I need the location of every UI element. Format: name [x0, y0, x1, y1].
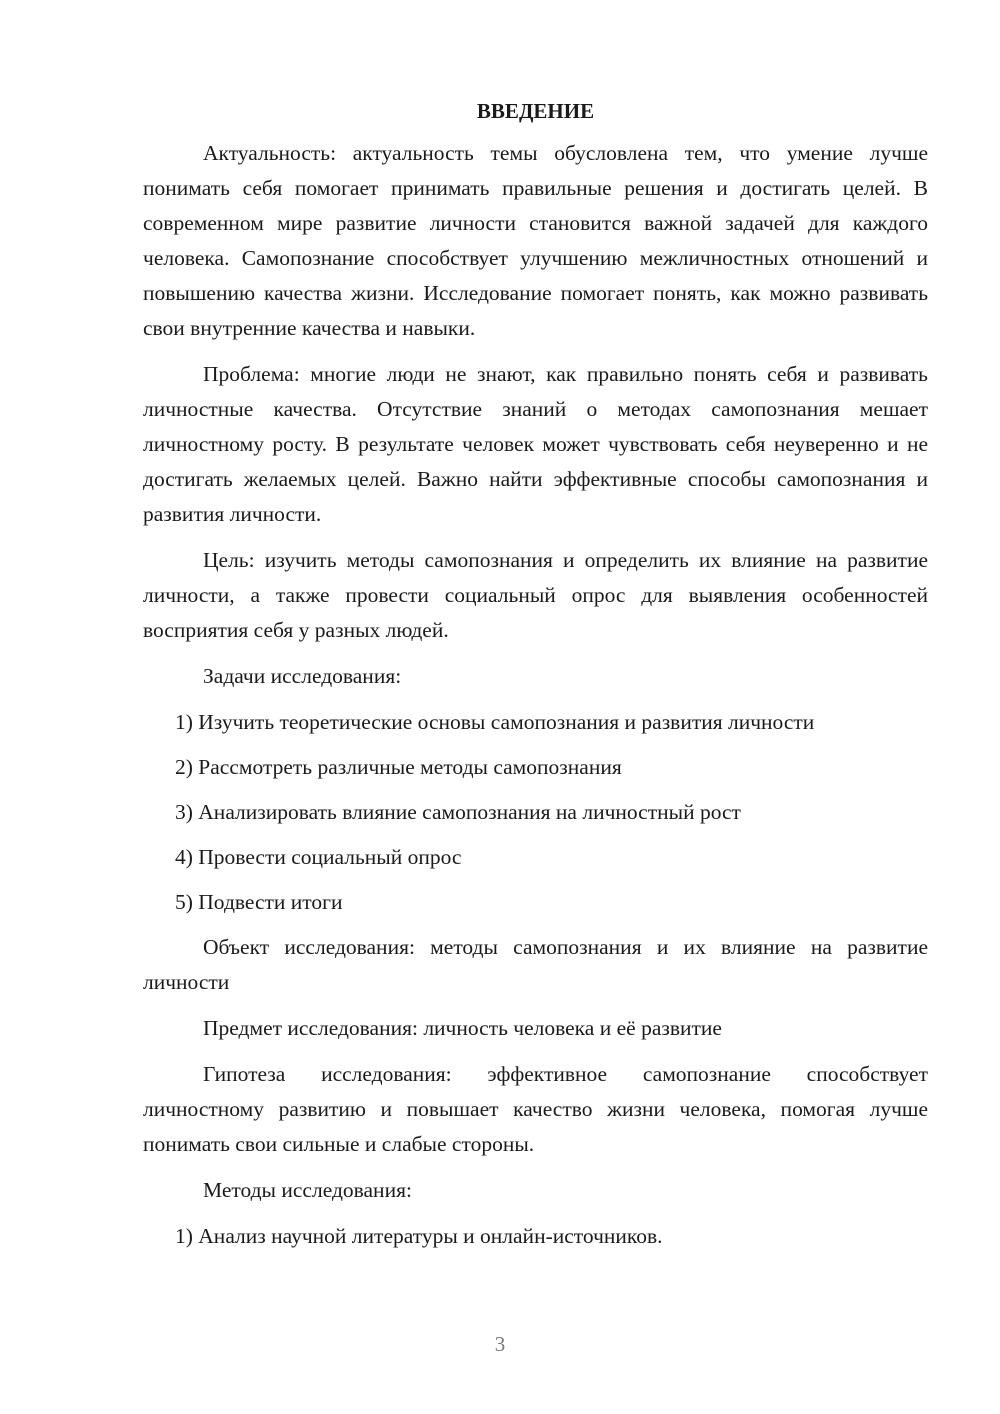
method-item-1: 1) Анализ научной литературы и онлайн-источников.	[175, 1224, 663, 1248]
goal-paragraph: Цель: изучить методы самопознания и определить их влияние на развитие личности, а также провести социальный опрос для выявления особенностей восприятия себя у разных людей.	[143, 548, 928, 642]
task-item-4: 4) Провести социальный опрос	[175, 845, 462, 869]
section-title: ВВЕДЕНИЕ	[476, 99, 595, 123]
subject-paragraph: Предмет исследования: личность человека и её развитие	[203, 1016, 722, 1040]
problem-paragraph: Проблема: многие люди не знают, как правильно понять себя и развивать личностные качества. Отсутствие знаний о методах самопознания мешает личностному росту. В результате человек может чувствовать себя неуверенно и не достигать желаемых целей. Важно найти эффективные способы самопознания и развития личности.	[143, 362, 928, 526]
object-paragraph: Объект исследования: методы самопознания и их влияние на развитие личности	[143, 935, 928, 994]
task-item-1: 1) Изучить теоретические основы самопознания и развития личности	[175, 710, 815, 734]
methods-heading: Методы исследования:	[203, 1178, 412, 1202]
hypothesis-paragraph: Гипотеза исследования: эффективное самопознание способствует личностному развитию и повышает качество жизни человека, помогая лучше понимать свои сильные и слабые стороны.	[143, 1062, 928, 1156]
page-number: 3	[494, 1332, 506, 1356]
task-item-3: 3) Анализировать влияние самопознания на личностный рост	[175, 800, 741, 824]
relevance-paragraph: Актуальность: актуальность темы обусловлена тем, что умение лучше понимать себя помогает принимать правильные решения и достигать целей. В современном мире развитие личности становится важной задачей для каждого человека. Самопознание способствует улучшению межличностных отношений и повышению качества жизни. Исследование помогает понять, как можно развивать свои внутренние качества и навыки.	[143, 141, 928, 340]
tasks-heading: Задачи исследования:	[203, 664, 402, 688]
document-page	[143, 95, 928, 1264]
task-item-5: 5) Подвести итоги	[175, 890, 343, 914]
task-item-2: 2) Рассмотреть различные методы самопознания	[175, 755, 622, 779]
